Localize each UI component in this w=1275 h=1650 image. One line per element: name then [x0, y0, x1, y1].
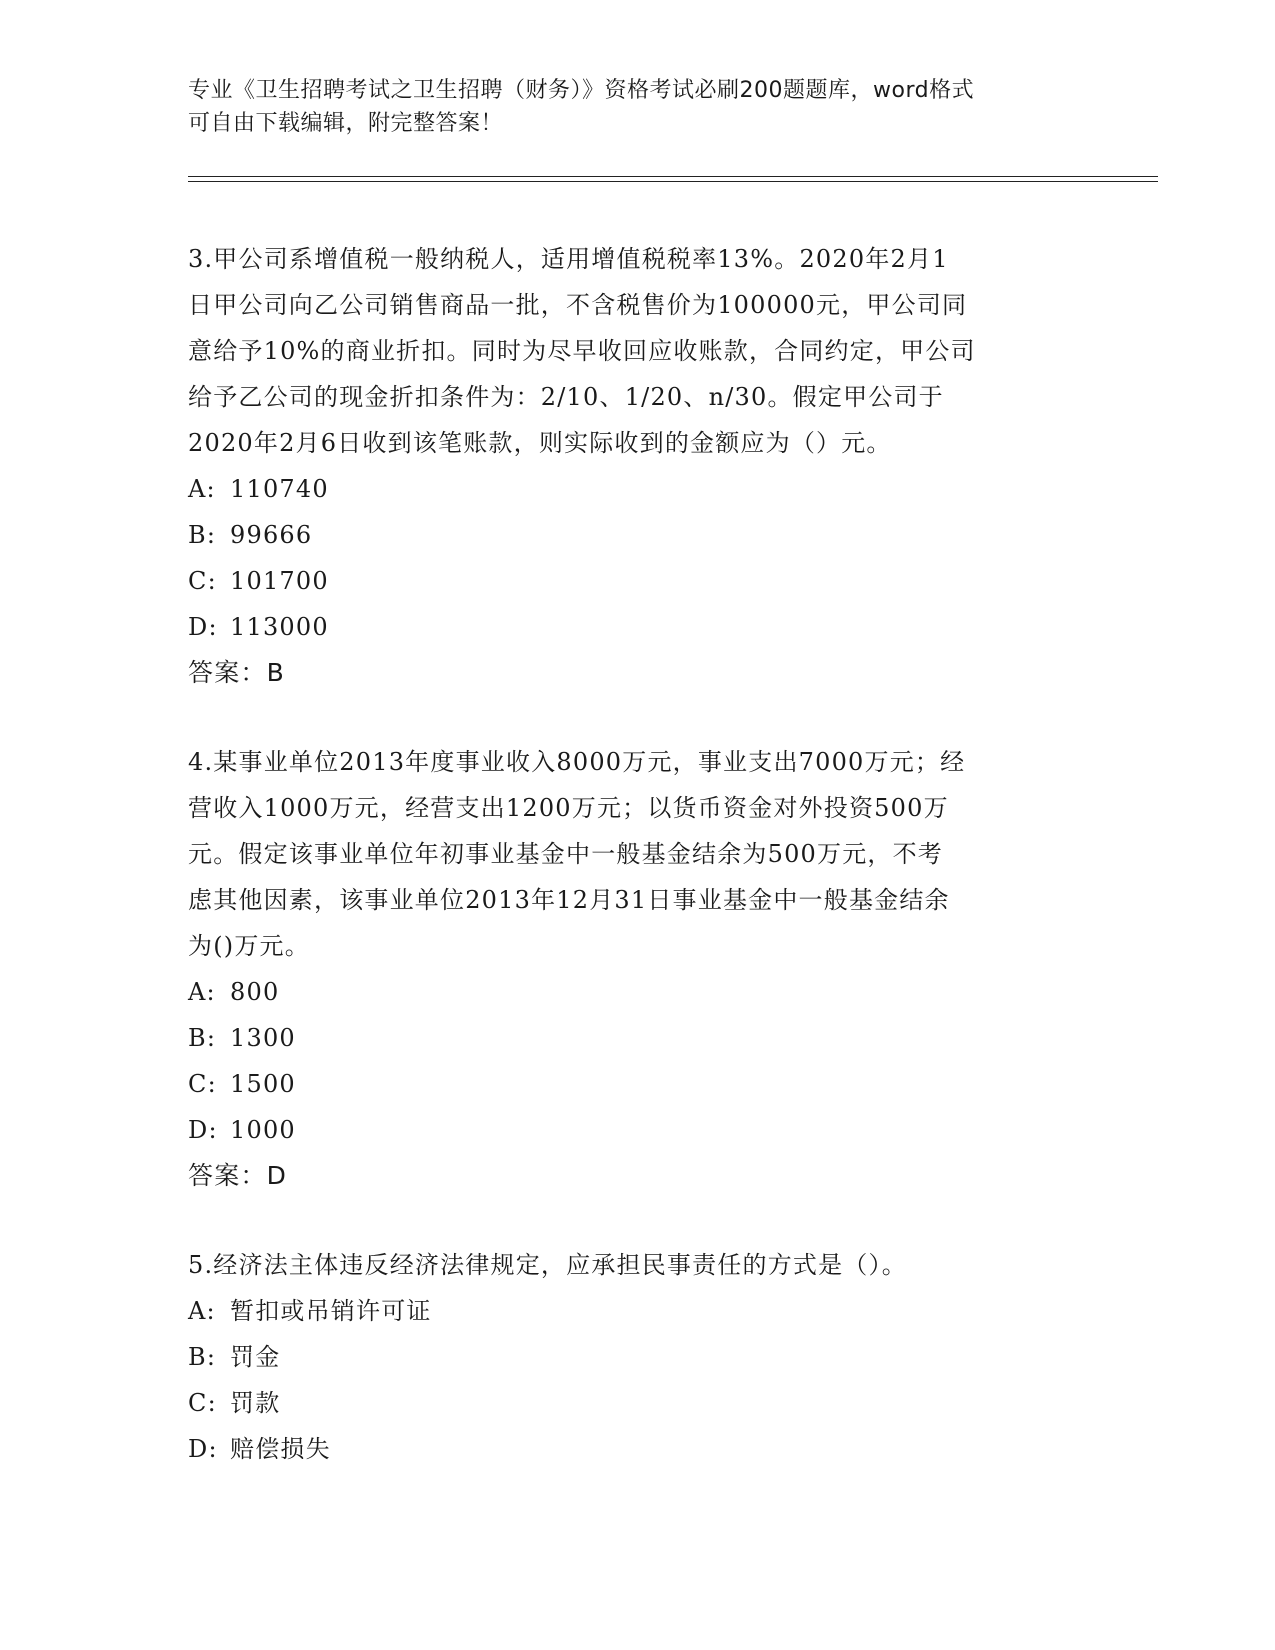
question-text-line: 2020年2月6日收到该笔账款，则实际收到的金额应为（）元。 [188, 429, 892, 457]
question-list [188, 236, 1088, 1515]
option-letter: C: [188, 1070, 217, 1098]
option-letter: B: [188, 1024, 217, 1052]
option-a [188, 969, 1088, 1015]
header-line: 专业《卫生招聘考试之卫生招聘（财务）》资格考试必刷200题题库，word格式 [188, 78, 975, 103]
header-divider-bottom [188, 181, 1158, 182]
option-letter: D: [188, 1116, 218, 1144]
header-divider-top [188, 176, 1158, 177]
question-text-line: 意给予10%的商业折扣。同时为尽早收回应收账款，合同约定，甲公司 [188, 337, 976, 365]
option-text: 赔偿损失 [230, 1435, 331, 1463]
option-letter: A: [188, 1297, 216, 1325]
option-text: 1500 [230, 1070, 296, 1098]
question-text-line: 为()万元。 [188, 932, 310, 960]
question-5 [188, 1242, 1088, 1472]
option-c [188, 1061, 1088, 1107]
question-text-line: 4.某事业单位2013年度事业收入8000万元，事业支出7000万元；经 [188, 748, 966, 776]
option-text: 99666 [230, 521, 313, 549]
option-b [188, 1334, 1088, 1380]
question-text-line: 营收入1000万元，经营支出1200万元；以货币资金对外投资500万 [188, 794, 949, 822]
option-d [188, 604, 1088, 650]
option-text: 罚款 [230, 1389, 281, 1417]
option-d [188, 1426, 1088, 1472]
option-text: 1000 [230, 1116, 296, 1144]
question-4 [188, 739, 1088, 1199]
question-text-line: 虑其他因素，该事业单位2013年12月31日事业基金中一般基金结余 [188, 886, 950, 914]
option-a [188, 1288, 1088, 1334]
question-text-line: 3.甲公司系增值税一般纳税人，适用增值税税率13%。2020年2月1 [188, 245, 949, 273]
option-text: 罚金 [230, 1343, 281, 1371]
option-b [188, 1015, 1088, 1061]
option-text: 暂扣或吊销许可证 [230, 1297, 432, 1325]
document-header [188, 74, 1088, 140]
option-text: 101700 [230, 567, 329, 595]
option-letter: B: [188, 521, 217, 549]
option-letter: A: [188, 475, 216, 503]
answer-label: 答案：D [188, 1161, 288, 1190]
question-text-line: 日甲公司向乙公司销售商品一批，不含税售价为100000元，甲公司同 [188, 291, 968, 319]
question-text-line: 给予乙公司的现金折扣条件为：2/10、1/20、n/30。假定甲公司于 [188, 383, 944, 411]
header-line: 可自由下载编辑，附完整答案！ [188, 111, 504, 136]
option-b [188, 512, 1088, 558]
option-text: 113000 [230, 613, 329, 641]
answer-label: 答案：B [188, 658, 285, 687]
option-letter: D: [188, 1435, 218, 1463]
option-c [188, 1380, 1088, 1426]
option-a [188, 466, 1088, 512]
option-text: 1300 [230, 1024, 296, 1052]
option-letter: D: [188, 613, 218, 641]
option-letter: B: [188, 1343, 217, 1371]
question-text-line: 元。假定该事业单位年初事业基金中一般基金结余为500万元，不考 [188, 840, 944, 868]
option-letter: C: [188, 567, 217, 595]
option-text: 800 [230, 978, 280, 1006]
question-text-line: 5.经济法主体违反经济法律规定，应承担民事责任的方式是（）。 [188, 1251, 907, 1279]
option-letter: C: [188, 1389, 217, 1417]
question-3 [188, 236, 1088, 696]
option-d [188, 1107, 1088, 1153]
option-c [188, 558, 1088, 604]
option-letter: A: [188, 978, 216, 1006]
option-text: 110740 [230, 475, 329, 503]
